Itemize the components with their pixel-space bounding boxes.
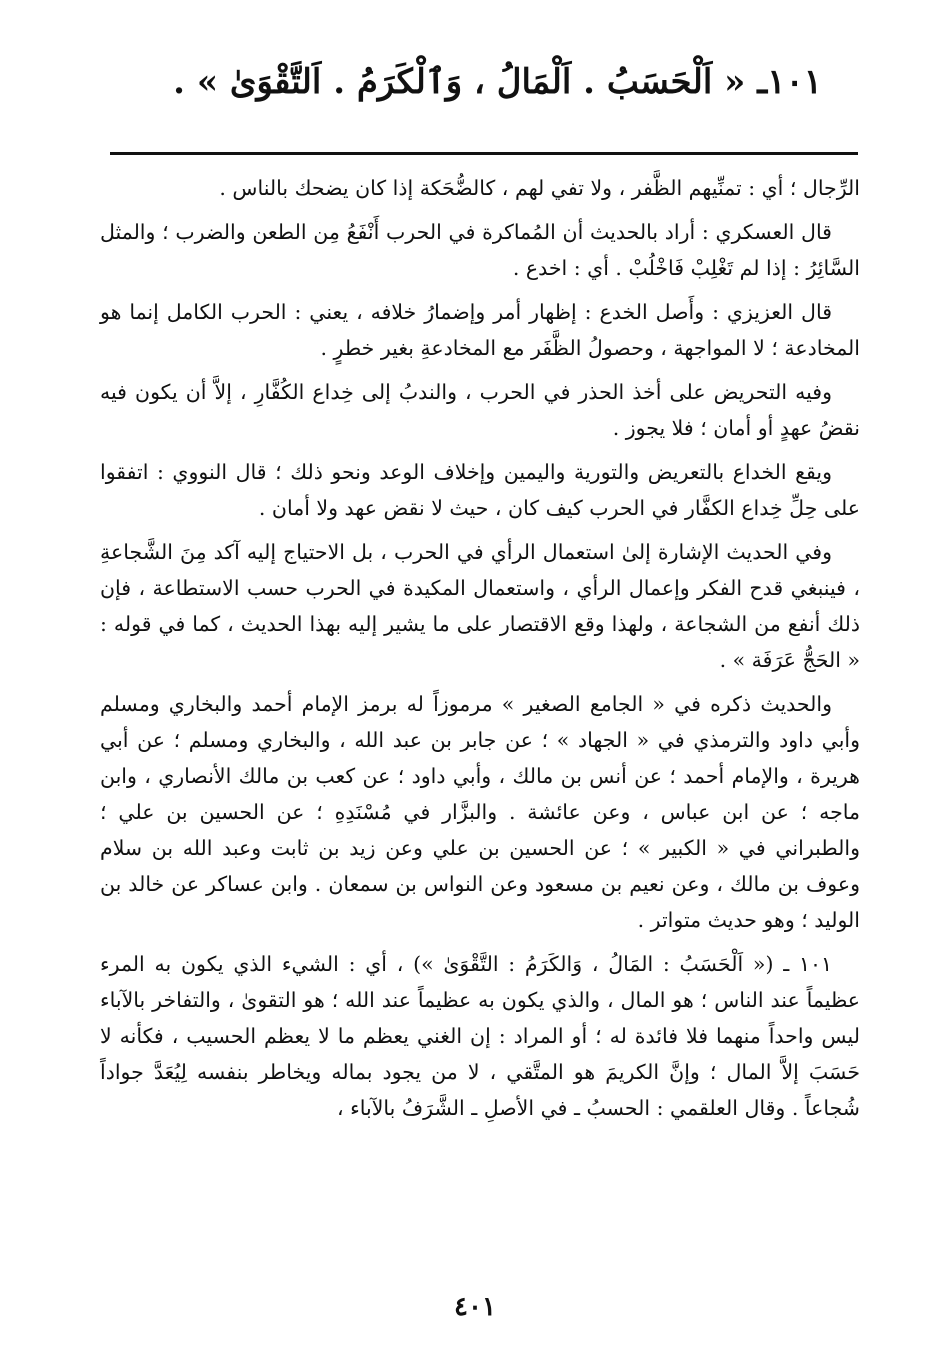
paragraph: وفي الحديث الإشارة إلىٰ استعمال الرأي في الحرب ، بل الاحتياج إليه آكد مِنَ الشَّجاعةِ ، فينبغي قدح الفكر وإعمال الرأي ، واستعمال المكيدة في الحرب حسب الاستطاعة ، فإن ذلك أنفع من الشجاعة ، ولهذا وقع الاقتصار على ما يشير إليه بهذا الحديث ، كما في قوله : « الحَجُّ عَرَفَة » .: [100, 540, 860, 672]
paragraph: الرِّجال ؛ أي : تمنِّيهم الظَّفر ، ولا تفي لهم ، كالضُّحَكة إذا كان يضحك بالناس .: [219, 176, 860, 200]
paragraph: قال العزيزي : وأَصل الخدع : إظهار أمر وإضمارُ خلافه ، يعني : الحرب الكامل إنما هو المخادعة ؛ لا المواجهة ، وحصولُ الظَّفَر مع المخادعةِ بغير خطرٍ .: [100, 300, 860, 360]
page-number: ٤٠١: [454, 1292, 496, 1322]
paragraph: ويقع الخداع بالتعريض والتورية واليمين وإخلاف الوعد ونحو ذلك ؛ قال النووي : اتفقوا على حِلِّ خِداع الكفَّار في الحرب كيف كان ، حيث لا نقض عهد ولا أمان .: [100, 460, 860, 520]
paragraph: قال العسكري : أراد بالحديث أن المُماكرة في الحرب أَنْفَعُ مِن الطعن والضرب ؛ والمثل السَّائِرُ : إذا لم تَغْلِبْ فَاخْلُبْ . أي : اخدع .: [100, 220, 860, 280]
commentary-body: [100, 170, 860, 1134]
paragraph: والحديث ذكره في « الجامع الصغير » مرموزاً له برمز الإمام أحمد والبخاري ومسلم وأبي داود والترمذي في « الجهاد » ؛ عن جابر بن عبد الله ، والبخاري ومسلم ؛ عن أبي هريرة ، والإمام أحمد ؛ عن أنس بن مالك ، وأبي داود ؛ عن كعب بن مالك الأنصاري ، وابن ماجه ؛ عن ابن عباس ، وعن عائشة . والبزَّار في مُسْنَدِهِ ؛ عن الحسين بن علي ؛ والطبراني في « الكبير » ؛ عن الحسين بن علي وعن زيد بن ثابت وعبد الله بن سلام وعوف بن مالك ، وعن نعيم بن مسعود وعن النواس بن سمعان . وابن عساكر عن خالد بن الوليد ؛ وهو حديث متواتر .: [100, 692, 860, 932]
header-divider: [110, 152, 858, 155]
paragraph: ١٠١ ـ (« اَلْحَسَبُ : المَالُ ، وَالكَرَمُ : التَّقْوَىٰ ») ، أي : الشيء الذي يكون به المرء عظيماً عند الناس ؛ هو المال ، والذي يكون به عظيماً عند الله ؛ هو التقوىٰ ، والتفاخر بالآباء ليس واحداً منهما فلا فائدة له ؛ أو المراد : إن الغني يعظم ما لا يعظم الحسيب ، فكأنه لا حَسَبَ إلاَّ المال ؛ وإنَّ الكريمَ هو المتَّقي ، لا من يجود بماله ويخاطر بنفسه لِيُعَدَّ جواداً شُجاعاً . وقال العلقمي : الحسبُ ـ في الأصلِ ـ الشَّرَفُ بالآباء ،: [100, 952, 860, 1120]
hadith-heading: ١٠١ـ « اَلْحَسَبُ . اَلْمَالُ ، وَٱلْكَرَمُ . اَلتَّقْوَىٰ » .: [173, 62, 822, 102]
paragraph: وفيه التحريض على أخذ الحذر في الحرب ، والندبُ إلى خِداع الكُفَّارِ ، إلاَّ أن يكون فيه نقضُ عهدٍ أو أمان ؛ فلا يجوز .: [100, 380, 860, 440]
